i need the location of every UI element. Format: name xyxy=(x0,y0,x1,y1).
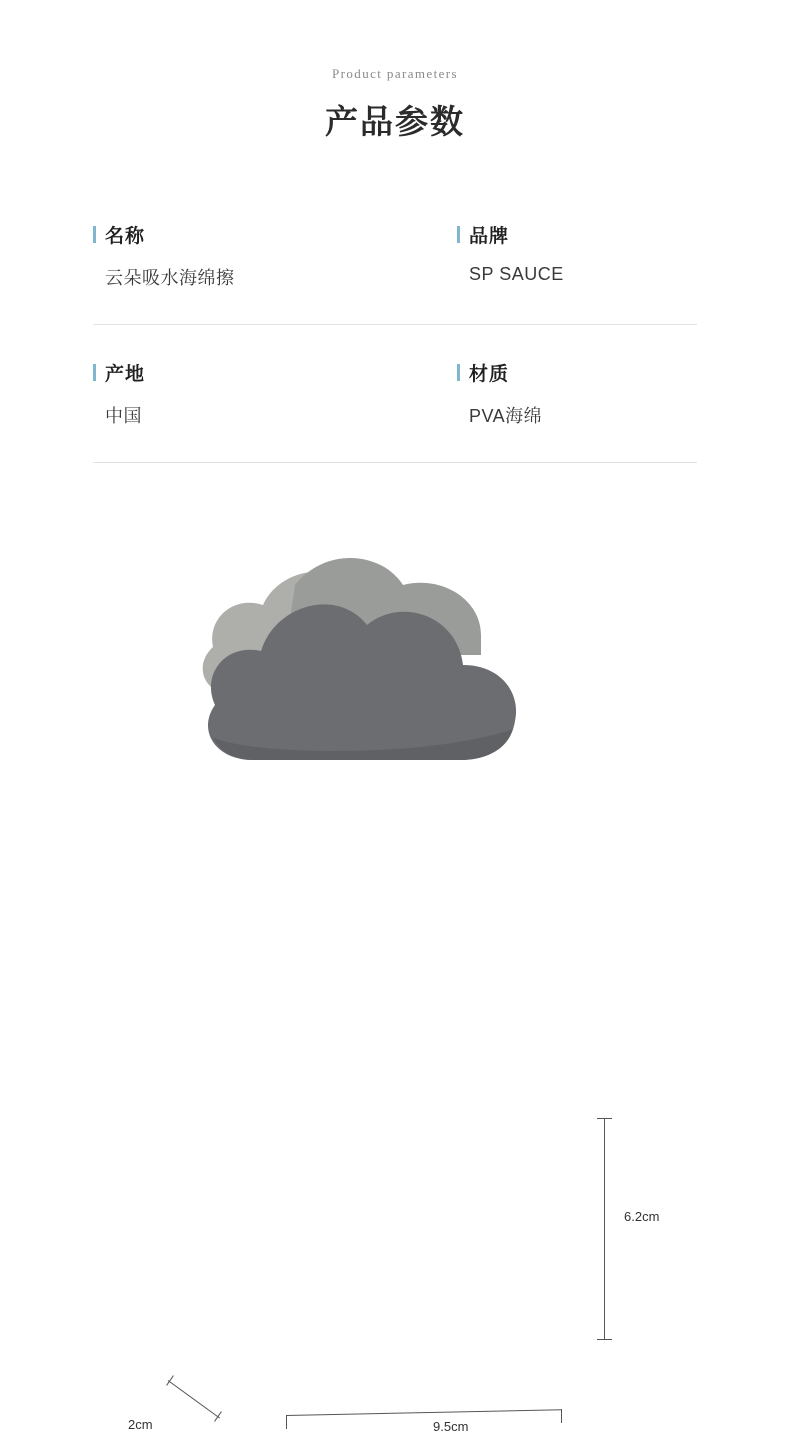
product-image-area xyxy=(0,525,790,1434)
depth-dimension-cap-right xyxy=(214,1411,222,1421)
height-dimension-line xyxy=(604,1118,605,1340)
depth-dimension-line xyxy=(168,1380,220,1418)
spec-label xyxy=(93,359,395,386)
page-title: 产品参数 xyxy=(325,103,465,140)
spec-cell-name xyxy=(93,221,395,324)
cloud-sponge-photo xyxy=(175,525,575,785)
page-header xyxy=(0,0,790,143)
spec-label-text: 品牌 xyxy=(469,226,510,247)
spec-cell-origin xyxy=(93,325,395,462)
spec-row xyxy=(93,221,697,325)
spec-value: 中国 xyxy=(105,406,142,426)
accent-bar-icon xyxy=(457,226,460,243)
width-dimension-line xyxy=(286,1409,562,1416)
accent-bar-icon xyxy=(93,226,96,243)
spec-label xyxy=(93,221,395,248)
spec-value: SP SAUCE xyxy=(469,264,564,284)
spec-label-text: 产地 xyxy=(105,364,146,385)
height-dimension-label: 6.2cm xyxy=(624,1209,660,1224)
spec-label-text: 材质 xyxy=(469,364,510,385)
spec-cell-material xyxy=(395,325,697,462)
height-dimension-cap-bottom xyxy=(597,1339,612,1340)
spec-value: PVA海绵 xyxy=(469,406,543,426)
spec-row xyxy=(93,325,697,463)
spec-value: 云朵吸水海绵擦 xyxy=(105,268,235,288)
height-dimension-cap-top xyxy=(597,1118,612,1119)
width-dimension-cap-right xyxy=(561,1409,562,1423)
header-subtitle: Product parameters xyxy=(332,66,458,81)
depth-dimension-label: 2cm xyxy=(128,1417,153,1432)
spec-label xyxy=(457,359,697,386)
spec-label-text: 名称 xyxy=(105,226,146,247)
spec-cell-brand xyxy=(395,221,697,324)
spec-label xyxy=(457,221,697,248)
width-dimension-cap-left xyxy=(286,1415,287,1429)
width-dimension-label: 9.5cm xyxy=(433,1419,469,1434)
accent-bar-icon xyxy=(457,364,460,381)
accent-bar-icon xyxy=(93,364,96,381)
spec-table xyxy=(93,221,697,463)
